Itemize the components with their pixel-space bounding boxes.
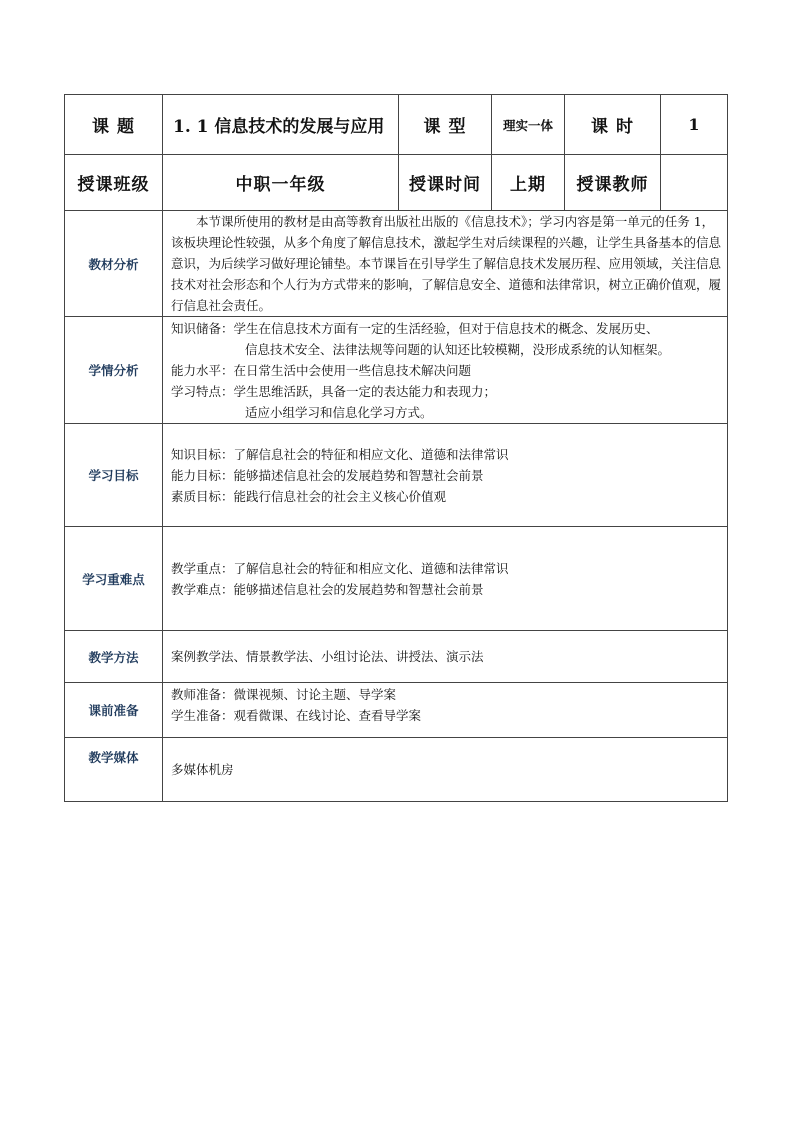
prep-line-1: 教师准备：微课视频、讨论主题、导学案 bbox=[171, 687, 397, 702]
methods-label: 教学方法 bbox=[65, 631, 163, 683]
keypoints-line-2: 教学难点：能够描述信息社会的发展趋势和智慧社会前景 bbox=[171, 581, 484, 597]
learners-line-4: 学习特点：学生思维活跃，具备一定的表达能力和表现力； bbox=[171, 384, 497, 399]
type-label: 课 型 bbox=[399, 95, 492, 155]
row-learner-analysis bbox=[65, 317, 728, 424]
goals-content bbox=[163, 424, 728, 527]
time-label: 授课时间 bbox=[399, 155, 492, 211]
time-value: 上期 bbox=[492, 155, 565, 211]
learners-line-2: 信息技术安全、法律法规等问题的认知还比较模糊，没形成系统的认知框架。 bbox=[245, 342, 671, 357]
keypoints-content bbox=[163, 527, 728, 631]
hours-value: 1 bbox=[661, 95, 728, 155]
hours-label: 课 时 bbox=[565, 95, 661, 155]
methods-content bbox=[163, 631, 728, 683]
row-learning-goals bbox=[65, 424, 728, 527]
goals-label: 学习目标 bbox=[65, 424, 163, 527]
material-text: 本节课所使用的教材是由高等教育出版社出版的《信息技术》；学习内容是第一单元的任务 1，该板块理论性较强，从多个角度了解信息技术，激起学生对后续课程的兴趣，让学生具备基本的信息意识，为后续学习做好理论铺垫。本节课旨在引导学生了解信息技术发展历程、应用领域，关注信息技术对社会形态和个人行为方式带来的影响，了解信息安全、道德和法律常识，树立正确价值观，履行信息社会责任。 bbox=[171, 214, 722, 313]
material-label: 教材分析 bbox=[65, 211, 163, 317]
row-teaching-media bbox=[65, 738, 728, 802]
row-material-analysis bbox=[65, 211, 728, 317]
goals-line-1: 知识目标：了解信息社会的特征和相应文化、道德和法律常识 bbox=[171, 446, 509, 462]
material-content bbox=[163, 211, 728, 317]
prep-content bbox=[163, 683, 728, 738]
course-label: 课 题 bbox=[65, 95, 163, 155]
row-preparation bbox=[65, 683, 728, 738]
media-text: 多媒体机房 bbox=[171, 762, 234, 777]
keypoints-label: 学习重难点 bbox=[65, 527, 163, 631]
media-label: 教学媒体 bbox=[65, 738, 163, 802]
learners-line-5: 适应小组学习和信息化学习方式。 bbox=[245, 405, 433, 420]
header-row-class bbox=[65, 155, 728, 211]
class-label: 授课班级 bbox=[65, 155, 163, 211]
learners-content bbox=[163, 317, 728, 424]
methods-text: 案例教学法、情景教学法、小组讨论法、讲授法、演示法 bbox=[171, 649, 484, 664]
row-key-points bbox=[65, 527, 728, 631]
goals-line-3: 素质目标：能践行信息社会的社会主义核心价值观 bbox=[171, 488, 447, 504]
prep-label: 课前准备 bbox=[65, 683, 163, 738]
teacher-value bbox=[661, 155, 728, 211]
goals-line-2: 能力目标：能够描述信息社会的发展趋势和智慧社会前景 bbox=[171, 467, 484, 483]
row-teaching-methods bbox=[65, 631, 728, 683]
learners-label: 学情分析 bbox=[65, 317, 163, 424]
header-row-course bbox=[65, 95, 728, 155]
media-content bbox=[163, 738, 728, 802]
lesson-plan-table bbox=[64, 94, 728, 802]
course-title: 1. 1 信息技术的发展与应用 bbox=[163, 95, 399, 155]
teacher-label: 授课教师 bbox=[565, 155, 661, 211]
learners-line-1: 知识储备：学生在信息技术方面有一定的生活经验，但对于信息技术的概念、发展历史、 bbox=[171, 321, 659, 336]
keypoints-line-1: 教学重点：了解信息社会的特征和相应文化、道德和法律常识 bbox=[171, 560, 509, 576]
learners-line-3: 能力水平：在日常生活中会使用一些信息技术解决问题 bbox=[171, 363, 472, 378]
type-value: 理实一体 bbox=[492, 95, 565, 155]
class-value: 中职一年级 bbox=[163, 155, 399, 211]
prep-line-2: 学生准备：观看微课、在线讨论、查看导学案 bbox=[171, 708, 422, 723]
